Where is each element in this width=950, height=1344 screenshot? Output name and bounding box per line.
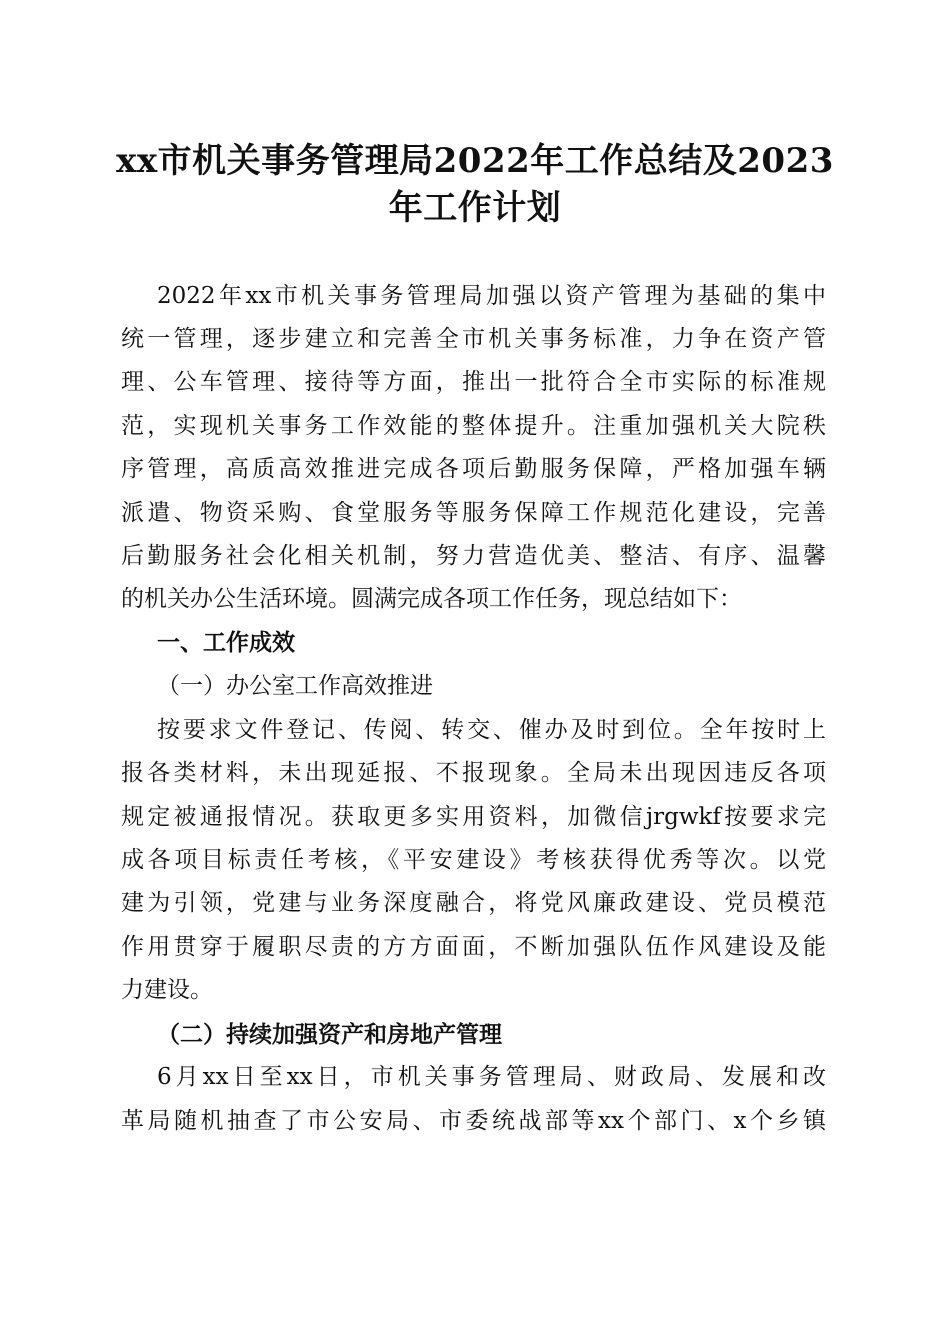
section-heading-1: 一、工作成效 — [157, 630, 295, 656]
sub1-line-2: 报各类材料，未出现延报、不报现象。全局未出现因违反各项 — [121, 760, 826, 786]
subsection-heading-2: （二）持续加强资产和房地产管理 — [157, 1021, 502, 1048]
intro-line-7: 后勤服务社会化相关机制，努力营造优美、整洁、有序、温馨 — [121, 543, 826, 569]
intro-line-8: 的机关办公生活环境。圆满完成各项工作任务，现总结如下： — [121, 586, 742, 612]
intro-line-3: 理、公车管理、接待等方面，推出一批符合全市实际的标准规 — [121, 369, 826, 395]
sub2-line-1: 6月xx日至xx日，市机关事务管理局、财政局、发展和改 — [157, 1064, 826, 1090]
subsection-heading-1: （一）办公室工作高效推进 — [157, 673, 433, 699]
sub1-line-1: 按要求文件登记、传阅、转交、催办及时到位。全年按时上 — [157, 717, 826, 743]
sub1-line-4: 成各项目标责任考核，《平安建设》考核获得优秀等次。以党 — [121, 847, 826, 873]
sub1-line-6: 作用贯穿于履职尽责的方方面面，不断加强队伍作风建设及能 — [121, 934, 826, 960]
intro-line-2: 统一管理，逐步建立和完善全市机关事务标准，力争在资产管 — [121, 326, 826, 352]
intro-line-5: 序管理，高质高效推进完成各项后勤服务保障，严格加强车辆 — [121, 456, 826, 482]
sub1-line-7: 力建设。 — [121, 977, 213, 1003]
intro-line-1: 2022年xx市机关事务管理局加强以资产管理为基础的集中 — [157, 283, 826, 309]
document-title-line-1: xx市机关事务管理局2022年工作总结及2023 — [116, 141, 834, 181]
document-title-line-2: 年工作计划 — [388, 188, 562, 228]
sub2-line-2: 革局随机抽查了市公安局、市委统战部等xx个部门、x个乡镇 — [121, 1108, 826, 1134]
intro-line-6: 派遣、物资采购、食堂服务等服务保障工作规范化建设，完善 — [121, 500, 826, 526]
sub1-line-3: 规定被通报情况。获取更多实用资料，加微信jrgwkf按要求完 — [121, 804, 826, 830]
sub1-line-5: 建为引领，党建与业务深度融合，将党风廉政建设、党员模范 — [121, 890, 826, 916]
intro-line-4: 范，实现机关事务工作效能的整体提升。注重加强机关大院秩 — [121, 413, 826, 439]
